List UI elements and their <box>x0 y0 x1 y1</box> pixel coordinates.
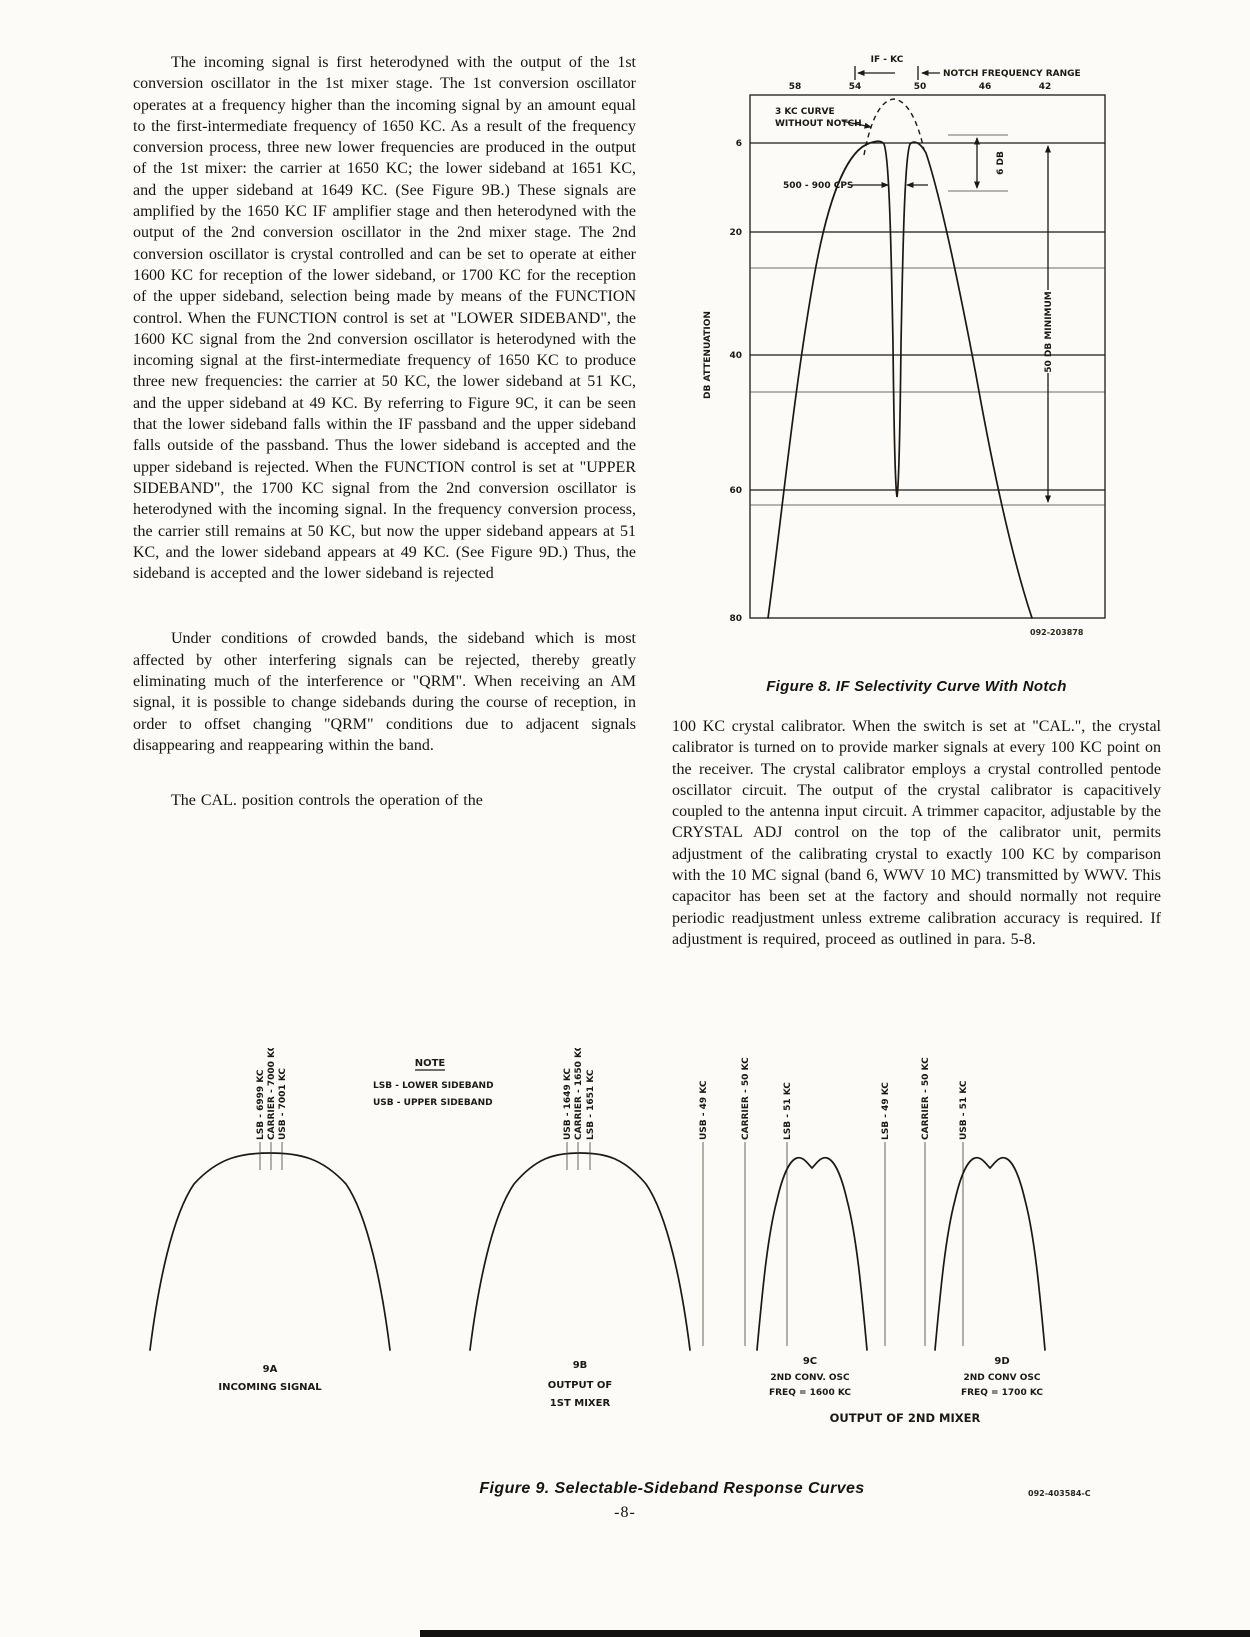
fig9b-label-usb: USB - 1649 KC <box>563 1067 573 1140</box>
fig9b-caption-2: 1ST MIXER <box>549 1398 611 1409</box>
right-column <box>672 716 1161 950</box>
fig8-xtick: 58 <box>788 82 802 92</box>
fig9c-id: 9C <box>802 1356 818 1367</box>
fig8-50db-label: 50 DB MINIMUM <box>1044 291 1054 373</box>
fig9-note-line1: LSB - LOWER SIDEBAND <box>373 1081 494 1091</box>
page-number: -8- <box>614 1504 636 1521</box>
fig9b-curve <box>470 1153 690 1350</box>
fig9a-label-usb: USB - 7001 KC <box>278 1067 288 1140</box>
fig9b-id: 9B <box>572 1360 588 1371</box>
fig9-note-line2: USB - UPPER SIDEBAND <box>373 1098 493 1108</box>
fig8-notch-range-label: NOTCH FREQUENCY RANGE <box>943 69 1081 79</box>
fig8-y-axis-label: DB ATTENUATION <box>703 311 713 399</box>
figure-8-chart <box>690 45 1135 657</box>
figure-9-chart <box>130 1048 1125 1452</box>
fig8-curve-label-2: WITHOUT NOTCH <box>775 119 862 129</box>
fig8-ytick: 60 <box>729 486 742 496</box>
fig9d-label-usb: USB - 51 KC <box>959 1080 969 1140</box>
fig9-note-title: NOTE <box>414 1058 446 1069</box>
fig9c-label-usb: USB - 49 KC <box>699 1080 709 1140</box>
left-column <box>133 52 636 812</box>
figure-9-caption: Figure 9. Selectable-Sideband Response Curves <box>479 1480 865 1497</box>
fig8-6db-label: 6 DB <box>996 151 1006 175</box>
paragraph-3: The CAL. position controls the operation of the <box>171 792 483 810</box>
fig9c-label-lsb: LSB - 51 KC <box>783 1082 793 1140</box>
fig8-ytick: 6 <box>735 139 742 149</box>
fig8-curve-label-1: 3 KC CURVE <box>775 107 835 117</box>
fig8-notch-width-label: 500 - 900 CPS <box>783 181 854 191</box>
fig9a-caption: INCOMING SIGNAL <box>218 1382 322 1393</box>
fig9-shared-caption: OUTPUT OF 2ND MIXER <box>829 1411 981 1425</box>
fig9d-curve <box>935 1158 1045 1350</box>
fig9c-label-carrier: CARRIER - 50 KC <box>741 1057 751 1140</box>
fig8-part-number: 092-203878 <box>1030 628 1084 637</box>
paragraph-2: Under conditions of crowded bands, the sideband which is most affected by other interfering signals can be rejected, thereby greatly eliminating much of the interference or "QRM". When receiving an AM signal, it is possible to change sidebands during the course of reception, in order to offset changing "QRM" conditions due to adjacent signals disappearing and reappearing within the band. <box>133 630 636 754</box>
fig9-svg <box>130 1048 1125 1452</box>
fig9d-caption-2: FREQ = 1700 KC <box>960 1388 1044 1398</box>
scan-edge-artifact <box>420 1630 1250 1637</box>
fig8-xtick: 50 <box>913 82 927 92</box>
fig8-xtick: 42 <box>1038 82 1052 92</box>
figure-9-part-number: 092-403584-C <box>1028 1489 1091 1498</box>
fig8-if-kc-label: IF - KC <box>870 55 904 65</box>
fig8-no-notch-curve <box>864 99 924 155</box>
fig9c-caption-2: FREQ = 1600 KC <box>768 1388 852 1398</box>
fig9c-curve <box>757 1158 867 1350</box>
fig8-selectivity-curve <box>768 141 1032 618</box>
fig9a-curve <box>150 1153 390 1350</box>
fig9d-label-carrier: CARRIER - 50 KC <box>921 1057 931 1140</box>
fig9b-label-carrier: CARRIER - 1650 KC <box>574 1048 584 1140</box>
fig9d-id: 9D <box>994 1356 1010 1367</box>
figure-8-caption: Figure 8. IF Selectivity Curve With Notch <box>766 678 1067 695</box>
fig8-xtick: 54 <box>848 82 862 92</box>
fig9a-label-carrier: CARRIER - 7000 KC <box>267 1048 277 1140</box>
fig9a-label-lsb: LSB - 6999 KC <box>256 1069 266 1140</box>
fig9b-label-lsb: LSB - 1651 KC <box>586 1069 596 1140</box>
paragraph-1: The incoming signal is first heterodyned with the output of the 1st conversion oscillator in the 1st mixer stage. The 1st conversion oscillator operates at a frequency higher than the incoming signal by an amount equal to the first-intermediate frequency of 1650 KC. As a result of the frequency conversion process, three new lower frequencies are produced in the output of the 1st mixer: the carrier at 1650 KC; the lower sideband at 1651 KC, and the upper sideband at 1649 KC. (See Figure 9B.) These signals are amplified by the 1650 KC IF amplifier stage and then heterodyned with the output of the 2nd conversion oscillator in the 2nd mixer stage. The 2nd conversion oscillator is crystal controlled and can be set to operate at either 1600 KC for reception of the lower sideband, or 1700 KC for the reception of the upper sideband, selection being made by means of the FUNCTION control. When the FUNCTION control is set at "LOWER SIDEBAND", the 1600 KC signal from the 2nd conversion oscillator is heterodyned with the incoming signal at the first-intermediate frequency of 1650 KC to produce three new frequencies: the carrier at 50 KC, the lower sideband at 51 KC, and the upper sideband at 49 KC. By referring to Figure 9C, it can be seen that the lower sideband falls within the IF passband and the upper sideband falls outside of the passband. Thus the lower sideband is accepted and the upper sideband is rejected. When the FUNCTION control is set at "UPPER SIDEBAND", the 1700 KC signal from the 2nd conversion oscillator is heterodyned with the incoming signal. In the frequency conversion process, the carrier still remains at 50 KC, but now the upper sideband appears at 51 KC, and the lower sideband appears at 49 KC. (See Figure 9D.) Thus, the sideband is accepted and the lower sideband is rejected <box>133 54 636 583</box>
fig8-ytick: 80 <box>729 614 742 624</box>
paragraph-4: 100 KC crystal calibrator. When the switch is set at "CAL.", the crystal calibrator is turned on to provide marker signals at every 100 KC point on the receiver. The crystal calibrator employs a crystal controlled pentode oscillator circuit. The output of the crystal calibrator is capacitively coupled to the antenna input circuit. A trimmer capacitor, adjustable by the CRYSTAL ADJ control on the top of the calibrator unit, permits adjustment of the calibrating crystal to exactly 100 KC by comparison with the 10 MC signal (band 6, WWV 10 MC) transmitted by WWV. This capacitor has been set at the factory and should normally not require periodic readjustment unless extreme calibration accuracy is required. If adjustment is required, proceed as outlined in para. 5-8. <box>672 718 1161 948</box>
fig8-svg <box>690 45 1135 657</box>
fig9a-id: 9A <box>262 1364 278 1375</box>
fig9d-caption-1: 2ND CONV OSC <box>963 1373 1041 1383</box>
fig9b-caption-1: OUTPUT OF <box>547 1380 613 1391</box>
fig8-ytick: 20 <box>729 228 742 238</box>
fig9d-label-lsb: LSB - 49 KC <box>881 1082 891 1140</box>
fig8-ytick: 40 <box>729 351 742 361</box>
fig9c-caption-1: 2ND CONV. OSC <box>770 1373 850 1383</box>
fig8-xtick: 46 <box>978 82 992 92</box>
